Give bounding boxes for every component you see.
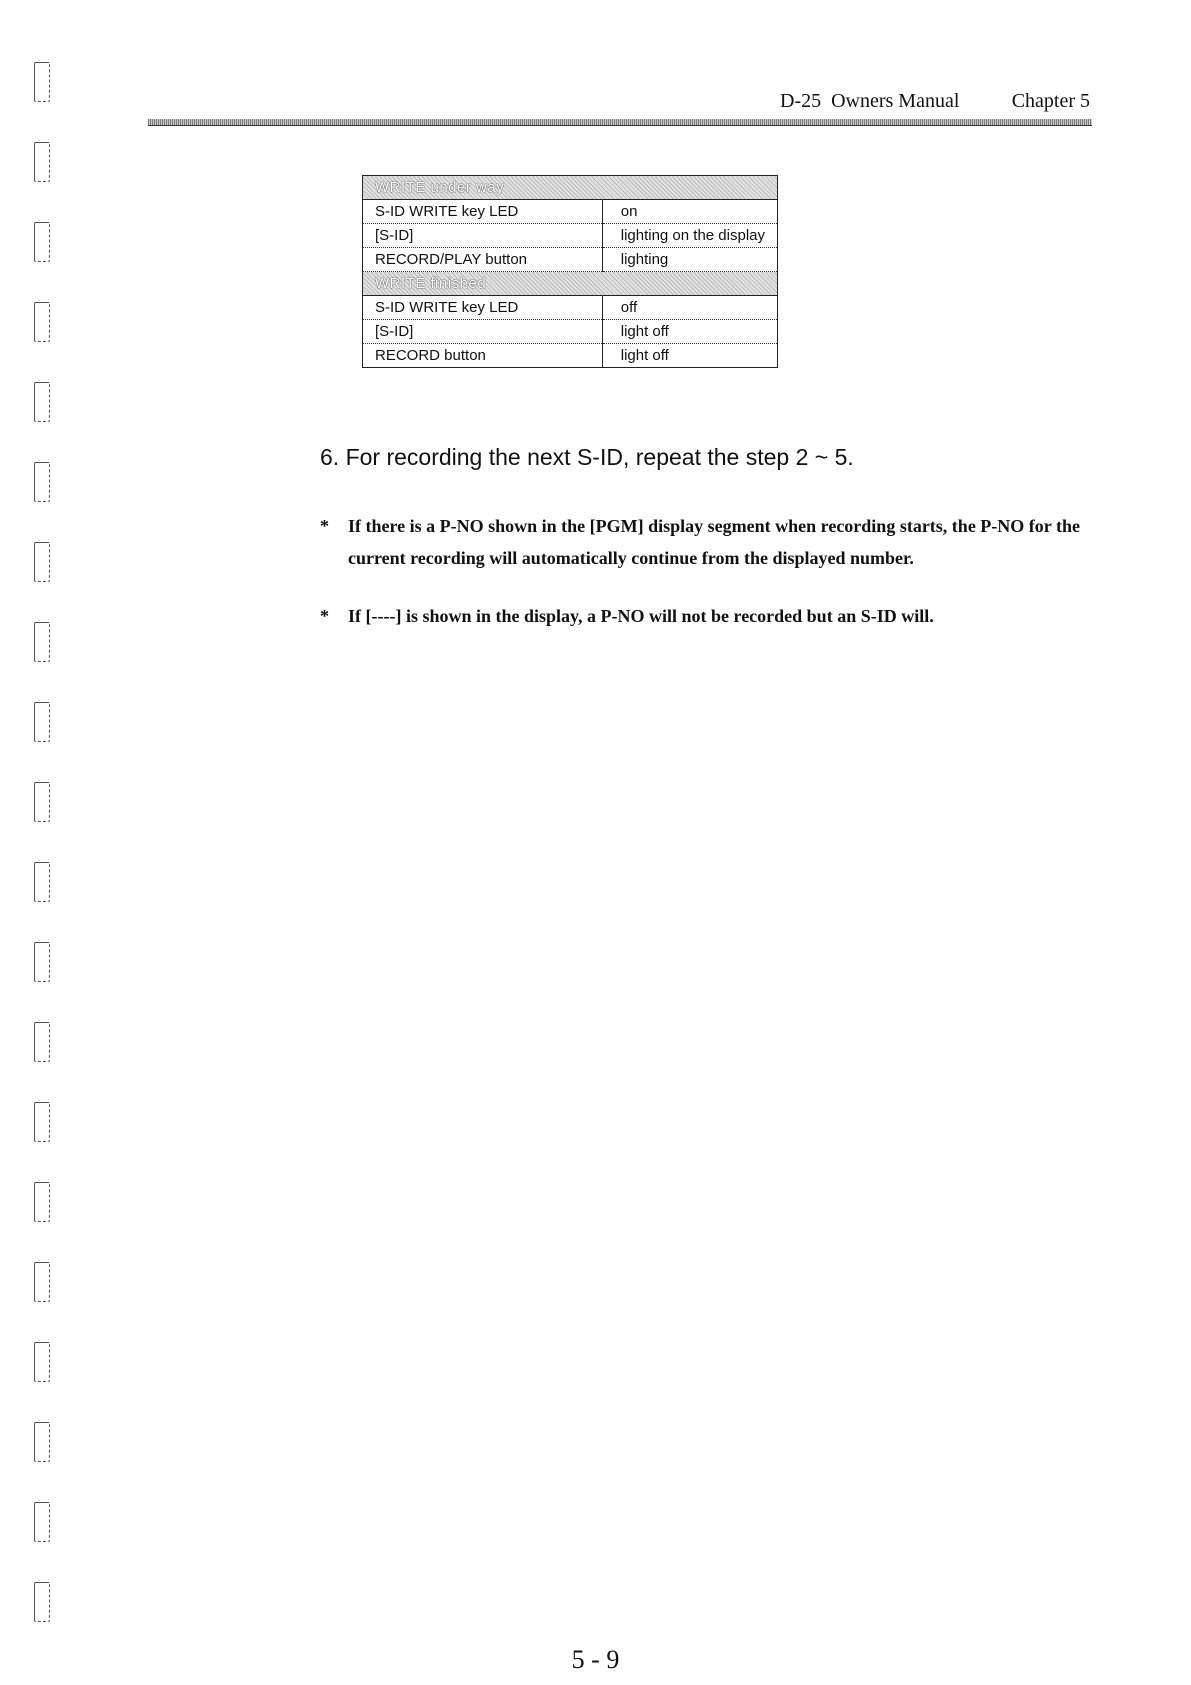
binder-hole-icon xyxy=(34,142,50,182)
binder-hole-icon xyxy=(34,1182,50,1222)
section-row xyxy=(363,272,778,296)
section-row xyxy=(363,176,778,200)
state-cell: light off xyxy=(620,347,669,364)
header-rule xyxy=(148,119,1092,126)
item-cell: [S-ID] xyxy=(363,224,603,248)
item-cell: RECORD/PLAY button xyxy=(363,248,603,272)
item-cell: S-ID WRITE key LED xyxy=(363,200,603,224)
binder-hole-icon xyxy=(34,382,50,422)
status-table xyxy=(362,175,778,368)
state-cell: off xyxy=(602,296,777,320)
item-cell: RECORD button xyxy=(363,344,603,368)
table-row xyxy=(363,296,778,320)
table-row xyxy=(363,320,778,344)
table-row xyxy=(363,248,778,272)
binder-holes xyxy=(34,0,74,1685)
binder-hole-icon xyxy=(34,942,50,982)
item-cell: [S-ID] xyxy=(363,320,603,344)
binder-hole-icon xyxy=(34,462,50,502)
binder-hole-icon xyxy=(34,62,50,102)
note-2 xyxy=(320,600,1100,632)
note-text: If [----] is shown in the display, a P-NO will not be recorded but an S-ID will. xyxy=(348,606,934,626)
binder-hole-icon xyxy=(34,1502,50,1542)
binder-hole-icon xyxy=(34,1582,50,1622)
state-cell: on xyxy=(602,200,777,224)
note-marker: * xyxy=(320,606,329,626)
binder-hole-icon xyxy=(34,622,50,662)
state-cell: lighting xyxy=(602,248,777,272)
note-1 xyxy=(320,510,1100,574)
section-title: WRITE under way xyxy=(363,176,778,200)
item-cell: S-ID WRITE key LED xyxy=(363,296,603,320)
binder-hole-icon xyxy=(34,1262,50,1302)
note-text: If there is a P-NO shown in the [PGM] display segment when recording starts, the P-NO for the current recording will automatically continue from the displayed number. xyxy=(348,516,1080,568)
page-header xyxy=(780,90,1090,113)
binder-hole-icon xyxy=(34,542,50,582)
manual-title: D-25 Owners Manual xyxy=(780,90,960,112)
chapter-label: Chapter 5 xyxy=(1011,90,1090,112)
binder-hole-icon xyxy=(34,1022,50,1062)
binder-hole-icon xyxy=(34,302,50,342)
binder-hole-icon xyxy=(34,862,50,902)
step-6-text: 6. For recording the next S-ID, repeat the step 2 ~ 5. xyxy=(320,444,854,470)
page-number: 5 - 9 xyxy=(571,1645,620,1674)
binder-hole-icon xyxy=(34,782,50,822)
state-cell: lighting on the display xyxy=(602,224,777,248)
table-row xyxy=(363,200,778,224)
state-cell: light off xyxy=(602,320,777,344)
binder-hole-icon xyxy=(34,222,50,262)
binder-hole-icon xyxy=(34,1422,50,1462)
section-title: WRITE finished xyxy=(363,272,778,296)
table-row xyxy=(363,224,778,248)
binder-hole-icon xyxy=(34,1342,50,1382)
binder-hole-icon xyxy=(34,1102,50,1142)
table-row xyxy=(363,344,778,368)
binder-hole-icon xyxy=(34,702,50,742)
note-marker: * xyxy=(320,516,329,536)
